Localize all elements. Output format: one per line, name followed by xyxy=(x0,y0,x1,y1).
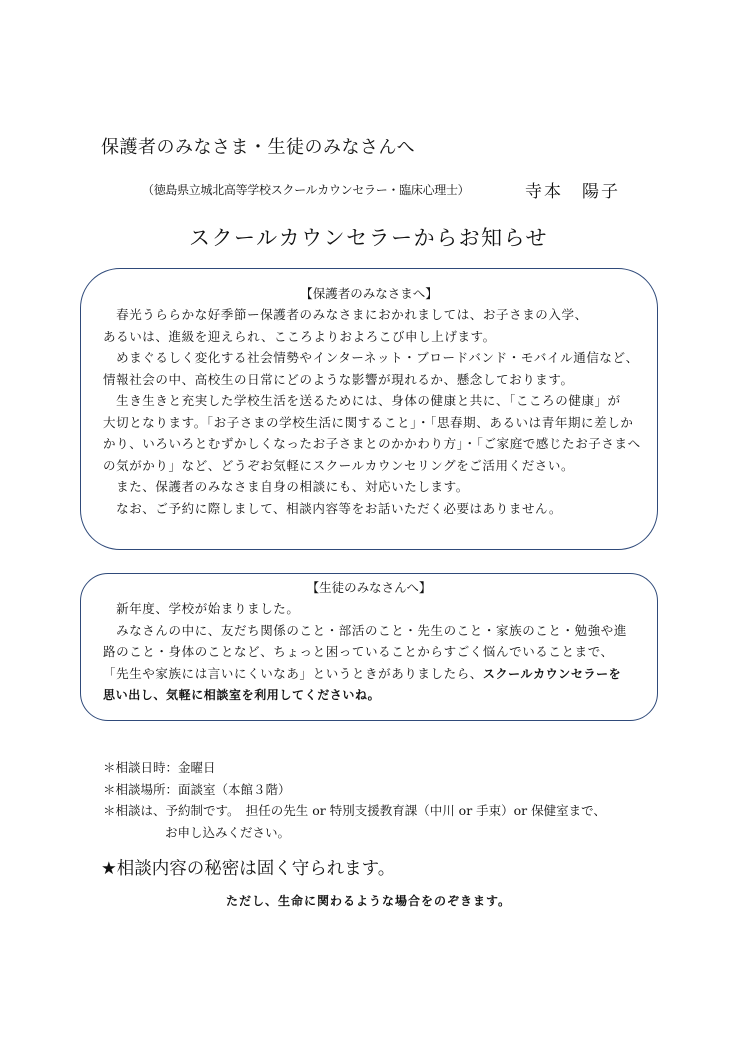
text-line: 生き生きと充実した学校生活を送るためには、身体の健康と共に、「こころの健康」が xyxy=(103,393,621,408)
consultation-info xyxy=(103,757,606,843)
info-item-reservation: ＊相談は、予約制です。 担任の先生 or 特別支援教育課（中川 or 手束）or 保健室まで、 xyxy=(103,803,606,818)
page-title: スクールカウンセラーからお知らせ xyxy=(189,226,548,250)
text-emphasis-line: 思い出し、気軽に相談室を利用してくださいね。 xyxy=(103,688,381,702)
author-name: 寺本 陽子 xyxy=(525,182,620,202)
parents-box-heading: 【保護者のみなさまへ】 xyxy=(300,286,438,301)
text-line: あるいは、進級を迎えられ、こころよりおよろこび申し上げます。 xyxy=(103,328,496,344)
text-line: みなさんの中に、友だち関係のこと・部活のこと・先生のこと・家族のこと・勉強や進 xyxy=(103,622,628,638)
info-item-place: ＊相談場所：面談室（本館３階） xyxy=(103,781,291,797)
info-item-continuation: お申し込みください。 xyxy=(165,824,291,840)
text-line: 情報社会の中、高校生の日常にどのような影響が現れるか、懸念しております。 xyxy=(103,371,574,387)
text-emphasis: スクールカウンセラーを xyxy=(482,666,622,681)
parents-box-text xyxy=(103,304,641,519)
students-box-text xyxy=(103,598,627,707)
confidentiality-notice: ★相談内容の秘密は固く守られます。 xyxy=(101,859,396,879)
text-line: めまぐるしく変化する社会情勢やインターネット・ブロードバンド・モバイル通信など、 xyxy=(103,350,639,365)
exception-notice: ただし、生命に関わるような場合をのぞきます。 xyxy=(225,894,512,908)
info-item-date: ＊相談日時：金曜日 xyxy=(103,760,216,775)
text-line: 路のこと・身体のことなど、ちょっと困っていることからすごく悩んでいることまで、 xyxy=(103,644,614,659)
text-normal: 「先生や家族には言いにくいなあ」というときがありましたら、 xyxy=(103,665,483,681)
text-line: また、保護者のみなさま自身の相談にも、対応いたします。 xyxy=(103,479,469,494)
text-line: の気がかり」など、どうぞお気軽にスクールカウンセリングをご活用ください。 xyxy=(103,457,575,473)
text-line: かり、いろいろとむずかしくなったお子さまとのかかわり方」・「ご家庭で感じたお子さまへ xyxy=(103,436,641,451)
greeting-heading: 保護者のみなさま・生徒のみなさんへ xyxy=(101,137,416,158)
text-line: 新年度、学校が始まりました。 xyxy=(103,601,300,616)
text-line: なお、ご予約に際しまして、相談内容等をお話いただく必要はありません。 xyxy=(103,500,563,516)
students-box-heading: 【生徒のみなさんへ】 xyxy=(306,580,432,595)
text-line: 大切となります。「お子さまの学校生活に関すること」・「思春期、あるいは青年期に差しか xyxy=(103,414,634,430)
text-line xyxy=(103,663,627,686)
parents-notice-box xyxy=(80,268,658,550)
students-notice-box xyxy=(80,573,658,721)
author-affiliation: （徳島県立城北高等学校スクールカウンセラー・臨床心理士） xyxy=(142,183,470,197)
text-line: 春光うららかな好季節ー保護者のみなさまにおかれましては、お子さまの入学、 xyxy=(103,307,588,322)
